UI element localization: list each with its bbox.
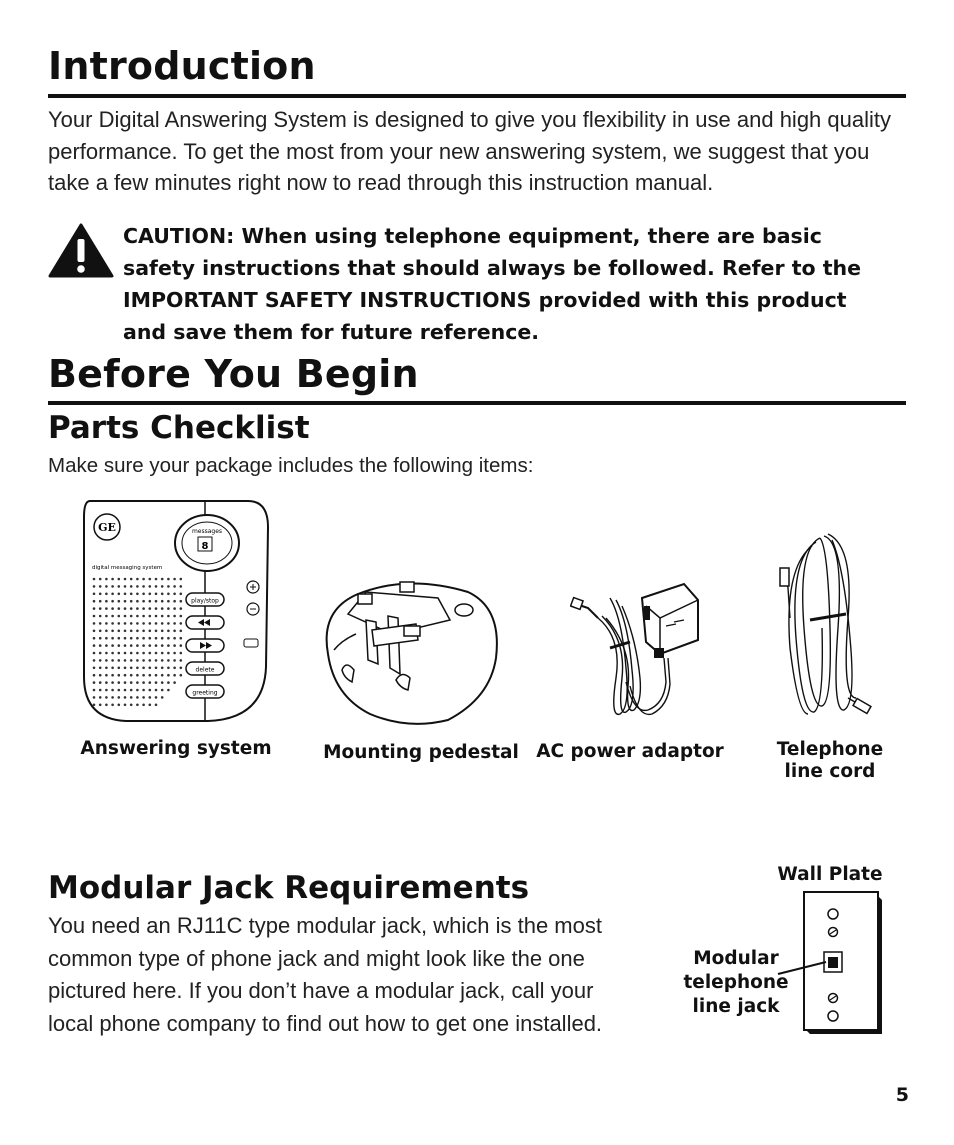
warning-triangle-icon bbox=[48, 222, 114, 278]
caution-text: CAUTION: When using telephone equipment, there are basic safety instructions that should always be followed. Refer to the IMPORTANT SAFETY INSTRUCTIONS provided with this product and save them for future reference. bbox=[123, 224, 862, 344]
modular-jack-label bbox=[676, 947, 796, 1019]
modular-jack-paragraph: You need an RJ11C type modular jack, which is the most common type of phone jack and might look like the one pictured here. If you don’t have a modular jack, call your local phone company to find out how to get one installed. bbox=[48, 913, 603, 1036]
message-counter: 8 bbox=[201, 541, 209, 552]
parts-checklist-heading: Parts Checklist bbox=[48, 410, 310, 446]
modular-jack-label-line3: line jack bbox=[692, 996, 780, 1017]
parts-checklist-intro: Make sure your package includes the following items: bbox=[48, 454, 534, 477]
page-number: 5 bbox=[895, 1084, 909, 1106]
wall-plate-label: Wall Plate bbox=[777, 864, 883, 885]
introduction-rule bbox=[48, 94, 906, 98]
svg-text:greeting: greeting bbox=[192, 689, 218, 697]
introduction-paragraph: Your Digital Answering System is designed to give you flexibility in use and high quality performance. To get the most from your new answering system, we suggest that you take a few minutes right now to read through this instruction manual. bbox=[48, 107, 891, 195]
answering-system-label: Answering system bbox=[80, 738, 272, 759]
ac-power-adaptor-label: AC power adaptor bbox=[536, 741, 724, 762]
telephone-line-cord-image bbox=[770, 528, 876, 720]
answering-system-image bbox=[78, 497, 270, 725]
telephone-line-cord-label-line1: Telephone bbox=[776, 739, 884, 760]
introduction-heading: Introduction bbox=[48, 44, 316, 88]
svg-text:delete: delete bbox=[195, 666, 215, 674]
mounting-pedestal-label: Mounting pedestal bbox=[323, 742, 519, 763]
modular-jack-heading: Modular Jack Requirements bbox=[48, 870, 530, 906]
modular-jack-label-line1: Modular bbox=[693, 948, 779, 969]
telephone-line-cord-label bbox=[768, 739, 892, 783]
ac-power-adaptor-image bbox=[570, 578, 705, 720]
messages-label: messages bbox=[191, 528, 223, 535]
model-label: digital messaging system bbox=[92, 565, 163, 571]
modular-jack-label-line2: telephone bbox=[683, 972, 789, 993]
before-you-begin-rule bbox=[48, 401, 906, 405]
telephone-line-cord-label-line2: line cord bbox=[784, 761, 876, 782]
before-you-begin-heading: Before You Begin bbox=[48, 352, 419, 396]
mounting-pedestal-image bbox=[318, 570, 500, 728]
svg-text:play/stop: play/stop bbox=[191, 597, 219, 605]
brand-logo: GE bbox=[98, 521, 116, 534]
